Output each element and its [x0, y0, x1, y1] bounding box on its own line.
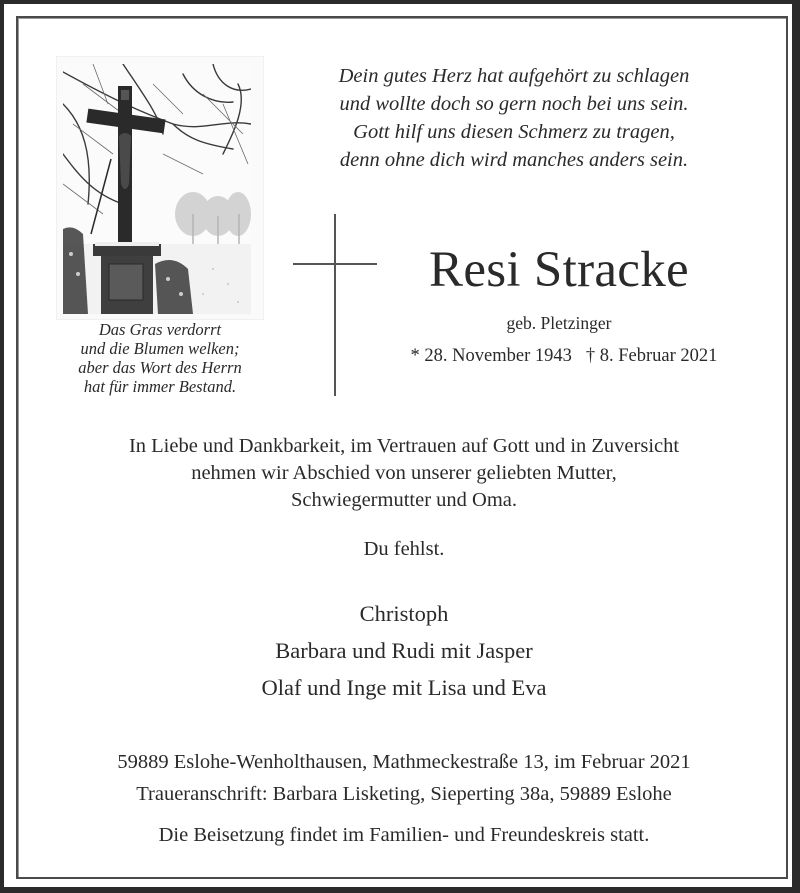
life-dates	[364, 344, 764, 368]
poem-line: Dein gutes Herz hat aufgehört zu schlagen	[338, 65, 690, 87]
burial-note: Die Beisetzung findet im Familien- und Freundeskreis statt.	[158, 824, 650, 846]
caption-line: aber das Wort des Herrn	[78, 358, 242, 377]
caption-line: und die Blumen welken;	[80, 339, 240, 358]
address-block	[24, 746, 784, 810]
poem-line: denn ohne dich wird manches anders sein.	[339, 149, 689, 171]
mourner-entry: Christoph	[359, 601, 449, 626]
mourners-list	[24, 595, 784, 706]
location-date-line: 59889 Eslohe-Wenholthausen, Mathmeckestraße 13, im Februar 2021	[117, 751, 691, 773]
cross-vertical-bar	[334, 214, 336, 396]
mourner-entry: Barbara und Rudi mit Jasper	[275, 638, 533, 663]
memorial-poem	[294, 62, 734, 174]
crucifix-photo-icon	[63, 64, 251, 314]
mourning-address-line: Traueranschrift: Barbara Lisketing, Sieperting 38a, 59889 Eslohe	[136, 783, 672, 805]
mourner-entry: Olaf und Inge mit Lisa und Eva	[261, 675, 547, 700]
farewell-text	[24, 433, 784, 514]
death-date: † 8. Februar 2021	[585, 346, 718, 366]
farewell-line: In Liebe und Dankbarkeit, im Vertrauen auf Gott und in Zuversicht	[128, 435, 680, 457]
cross-horizontal-bar	[293, 263, 377, 265]
missing-text: Du fehlst.	[363, 538, 445, 560]
deceased-name: Resi Stracke	[429, 242, 689, 298]
obituary-sheet	[4, 4, 792, 887]
farewell-line: nehmen wir Abschied von unserer geliebten Mutter,	[191, 462, 617, 484]
caption-line: hat für immer Bestand.	[83, 377, 237, 396]
caption-line: Das Gras verdorrt	[98, 320, 222, 339]
farewell-line: Schwiegermutter und Oma.	[290, 489, 517, 511]
photo-caption-verse	[44, 320, 276, 396]
poem-line: Gott hilf uns diesen Schmerz zu tragen,	[353, 121, 675, 143]
crucifix-photo	[56, 56, 264, 320]
poem-line: und wollte doch so gern noch bei uns sein.	[339, 93, 689, 115]
birth-name: geb. Pletzinger	[506, 313, 612, 333]
birth-date: * 28. November 1943	[410, 346, 572, 366]
